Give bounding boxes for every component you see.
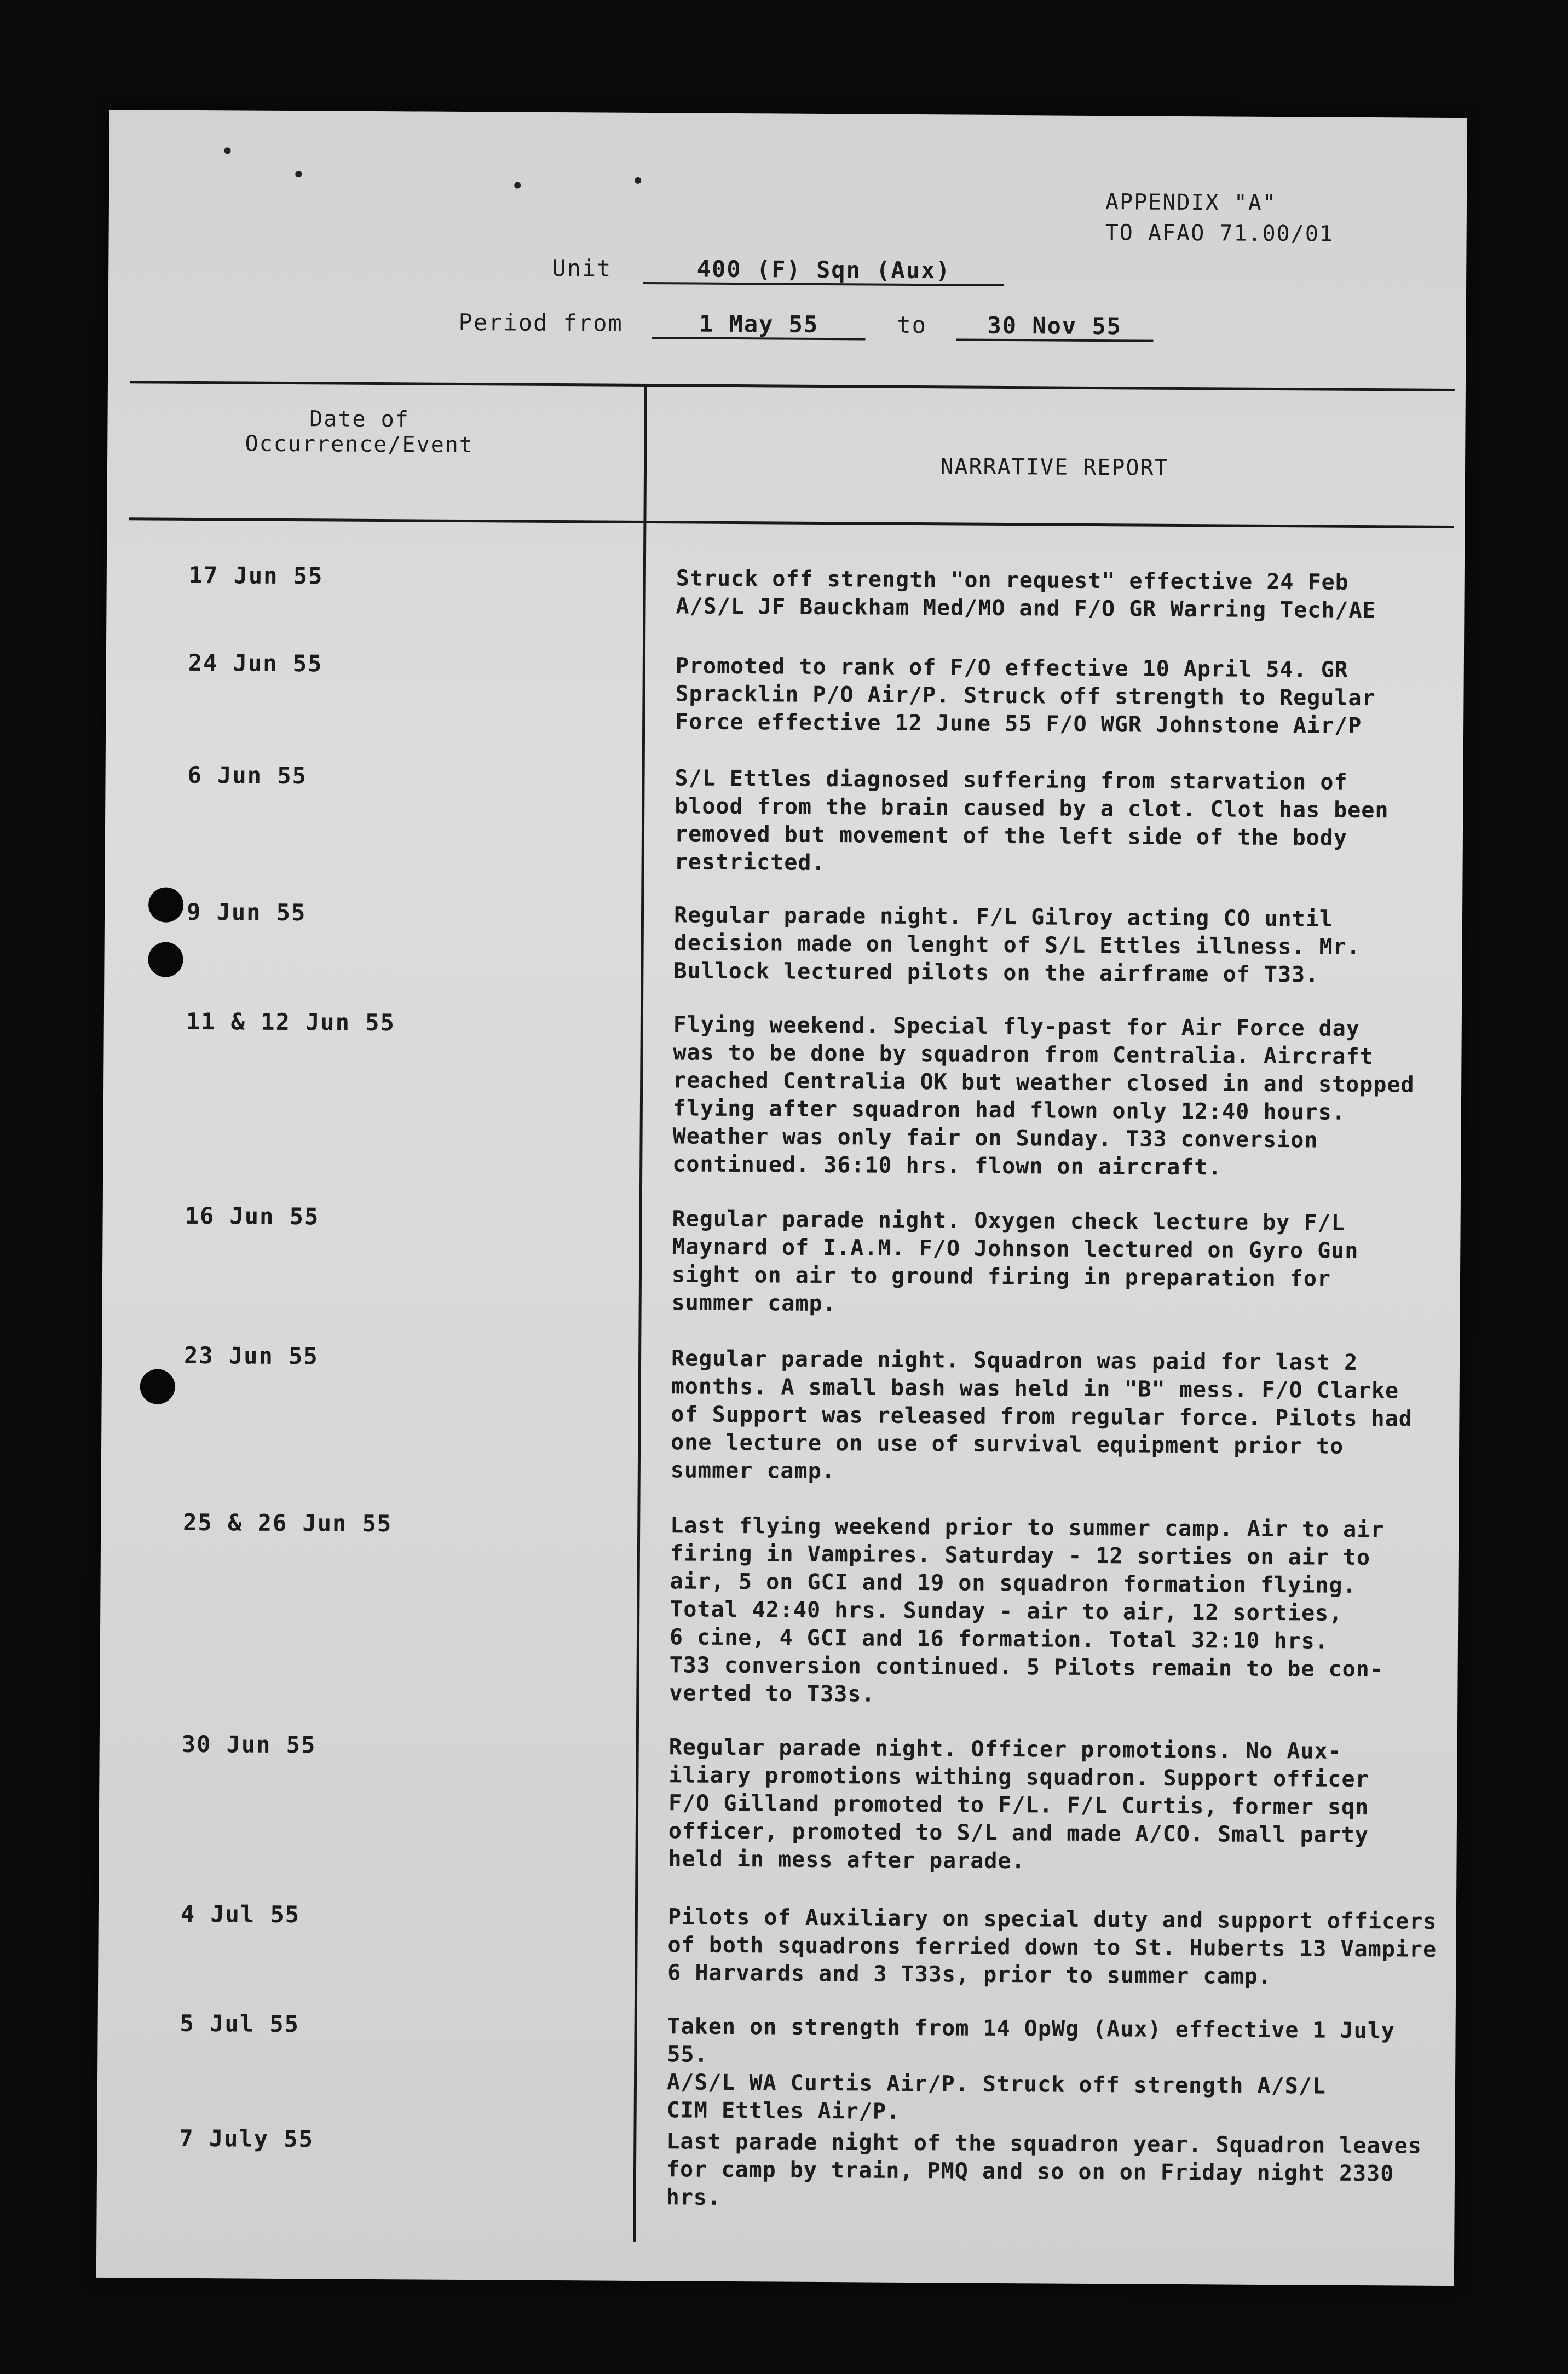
entry-date: 23 Jun 55 [183,1341,319,1370]
period-label: Period from [458,308,623,337]
entry-date: 25 & 26 Jun 55 [183,1508,393,1537]
date-header-line1: Date of [309,406,410,433]
appendix-reference [1105,187,1334,250]
punch-hole [148,887,183,922]
unit-row [552,255,1005,286]
entry-text: Struck off strength "on request" effective 24 Feb A/S/L JF Bauckham Med/MO and F/O GR Warring Tech/AE [676,566,1376,624]
paper-speck [635,177,641,184]
document-page [96,110,1467,2286]
table-top-rule [130,381,1455,391]
entry-text: Regular parade night. Officer promotions. No Aux- iliary promotions withing squadron. Support officer F/O Gilland promoted to F/L. F/L Curtis, former sqn officer, promoted to S/L and made A/CO. Small party held in mess after parade. [668,1735,1369,1874]
column-divider [633,385,647,2242]
entry-text: Promoted to rank of F/O effective 10 April 54. GR Spracklin P/O Air/P. Struck off strength to Regular Force effective 12 June 55 F/O WGR Johnstone Air/P [675,653,1376,739]
appendix-afao: TO AFAO 71.00/01 [1105,220,1334,247]
paper-speck [295,171,302,177]
paper-speck [224,147,231,154]
entry-date: 7 July 55 [179,2124,314,2153]
entry-text: Last flying weekend prior to summer camp. Air to air firing in Vampires. Saturday - 12 sorties on air to air, 5 on GCI and 19 on squadron formation flying. Total 42:40 hrs. Sunday - air to air, 12 sorties, 6 cine, 4 GCI and 16 formation. Total 32:10 hrs. T33 conversion continued. 5 Pilots remain to be con- verted to T33s. [669,1513,1385,1707]
punch-hole [140,1369,175,1404]
date-header-line2: Occurrence/Event [245,431,474,458]
entry-text: Regular parade night. Oxygen check lecture by F/L Maynard of I.A.M. F/O Johnson lectured on Gyro Gun sight on air to ground firing in preparation for summer camp. [671,1206,1359,1317]
punch-hole [148,942,183,977]
entry-text: S/L Ettles diagnosed suffering from starvation of blood from the brain caused by a clot. Clot has been removed but movement of the left side of the body restricted. [674,765,1389,876]
period-to-label: to [897,311,927,339]
entry-date: 9 Jun 55 [186,898,307,926]
entry-date: 4 Jul 55 [180,1900,301,1928]
entry-date: 24 Jun 55 [188,649,323,677]
period-from-value: 1 May 55 [652,310,866,340]
entry-date: 17 Jun 55 [188,561,324,590]
period-to-value: 30 Nov 55 [956,312,1153,342]
table-header-rule [129,517,1454,528]
entry-text: Flying weekend. Special fly-past for Air Force day was to be done by squadron from Centralia. Aircraft reached Centralia OK but weather closed in and stopped flying after squadron had flown only 12:40 hours. Weather was only fair on Sunday. T33 conversion continued. 36:10 hrs. flown on aircraft. [672,1012,1415,1180]
period-row [458,309,1153,342]
entry-text: Last parade night of the squadron year. Squadron leaves for camp by train, PMQ and so on on Friday night 2330 hrs. [666,2129,1422,2210]
entry-date: 6 Jun 55 [187,761,308,790]
entry-date: 11 & 12 Jun 55 [186,1007,395,1036]
entry-text: Regular parade night. Squadron was paid for last 2 months. A small bash was held in "B" mess. F/O Clarke of Support was released from regular force. Pilots had one lecture on use of survival equipment prior to summer camp. [670,1346,1413,1484]
entry-date: 30 Jun 55 [181,1730,316,1759]
narrative-column-header: NARRATIVE REPORT [940,454,1169,481]
unit-label: Unit [552,254,612,282]
entry-text: Regular parade night. F/L Gilroy acting CO until decision made on lenght of S/L Ettles illness. Mr. Bullock lectured pilots on the airframe of T33. [673,902,1361,988]
paper-speck [514,182,521,189]
date-column-header [140,405,579,458]
entry-date: 16 Jun 55 [185,1202,320,1230]
entry-text: Pilots of Auxiliary on special duty and support officers of both squadrons ferried down to St. Huberts 13 Vampire 6 Harvards and 3 T33s, prior to summer camp. [667,1904,1437,1990]
entry-text: Taken on strength from 14 OpWg (Aux) effective 1 July 55. A/S/L WA Curtis Air/P. Struck off strength A/S/L CIM Ettles Air/P. [666,2014,1396,2124]
entry-date: 5 Jul 55 [180,2009,300,2038]
unit-value: 400 (F) Sqn (Aux) [643,255,1005,286]
appendix-title: APPENDIX "A" [1105,189,1277,216]
